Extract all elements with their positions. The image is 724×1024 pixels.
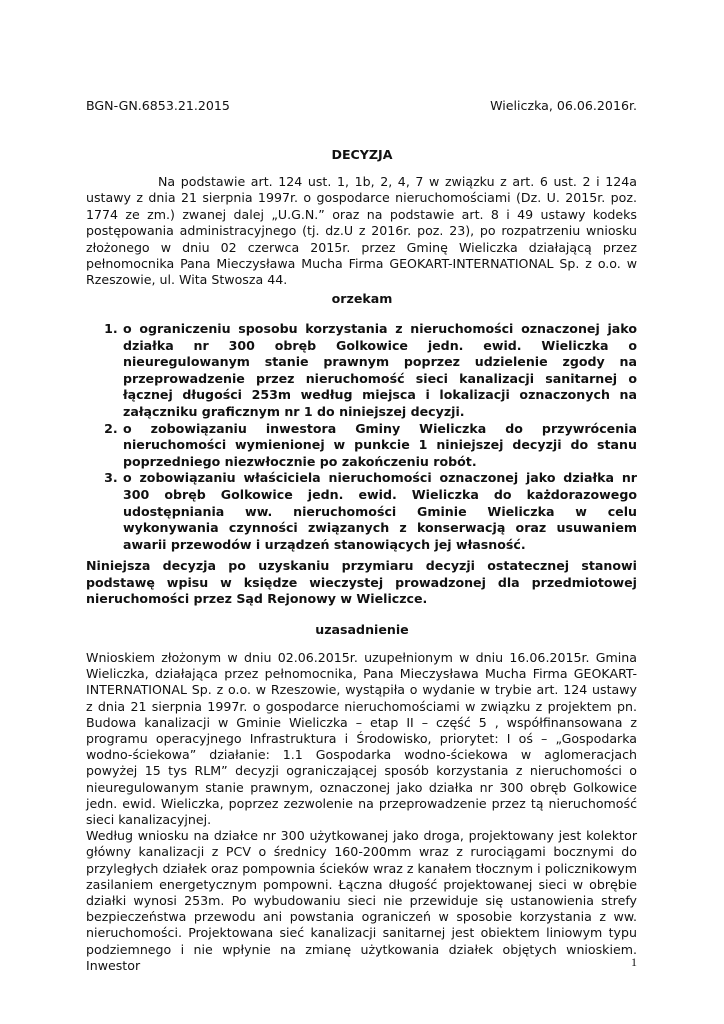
intro-paragraph: Na podstawie art. 124 ust. 1, 1b, 2, 4, 7 w związku z art. 6 ust. 2 i 124a ustawy z dnia 21 sierpnia 1997r. o gospodarce nieruchomościami (Dz. U. 2015r. poz. 1774 ze zm.) zwanej dalej „U.G.N.” oraz na podstawie art. 8 i 49 ustawy kodeks postępowania administracyjnego (tj. dz.U z 2016r. poz. 23), po rozpatrzeniu wniosku złożonego w dniu 02 czerwca 2015r. przez Gminę Wieliczka działającą przez pełnomocnika Pana Mieczysława Mucha Firma GEOKART-INTERNATIONAL Sp. z o.o. w Rzeszowie, ul. Wita Stwosza 44.	[86, 174, 637, 288]
ruling-item-1: 1. o ograniczeniu sposobu korzystania z nieruchomości oznaczonej jako działka nr 300 obręb Golkowice jedn. ewid. Wieliczka o nieuregulowanym stanie prawnym poprzez udzielenie zgody na przeprowadzenie przez nieruchomość sieci kanalizacji sanitarnej o łącznej długości 253m według miejsca i lokalizacji oznaczonych na załączniku graficznym nr 1 do niniejszej decyzji.	[122, 321, 637, 421]
document-title: DECYZJA	[331, 147, 393, 162]
place-and-date: Wieliczka, 06.06.2016r.	[490, 98, 637, 113]
ruling-item-2: 2. o zobowiązaniu inwestora Gminy Wieliczka do przywrócenia nieruchomości wymienionej w punkcie 1 niniejszej decyzji do stanu poprzedniego niezwłocznie po zakończeniu robót.	[122, 421, 637, 471]
justification-paragraph-2: Według wniosku na działce nr 300 użytkowanej jako droga, projektowany jest kolektor główny kanalizacji z PCV o średnicy 160-200mm wraz z rurociągami bocznymi do przyległych działek oraz pompownia ścieków wraz z kanałem tłocznym i policznikowym zasilaniem energetycznym pompowni. Łączna długość projektowanej sieci w obrębie działki wynosi 253m. Po wybudowaniu sieci nie przewiduje się ustanowienia strefy bezpieczeństwa przewodu ani powstania ograniczeń w sposobie korzystania z ww. nieruchomości. Projektowana sieć kanalizacji sanitarnej jest obiektem liniowym typu podziemnego i nie wpłynie na zmianę użytkowania działek objętych wnioskiem. Inwestor	[86, 828, 637, 973]
rulings-list	[86, 321, 637, 553]
decision-heading: orzekam	[331, 291, 393, 306]
justification-heading: uzasadnienie	[315, 622, 409, 637]
document-header	[86, 98, 637, 118]
justification-paragraph-1: Wnioskiem złożonym w dniu 02.06.2015r. uzupełnionym w dniu 16.06.2015r. Gmina Wieliczka, działająca przez pełnomocnika, Pana Mieczysława Mucha Firma GEOKART-INTERNATIONAL Sp. z o.o. w Rzeszowie, wystąpiła o wydanie w trybie art. 124 ustawy z dnia 21 sierpnia 1997r. o gospodarce nieruchomościami w związku z projektem pn. Budowa kanalizacji w Gminie Wieliczka – etap II – część 5 , współfinansowana z programu operacyjnego Infrastruktura i Środowisko, priorytet: I oś – „Gospodarka wodno-ściekowa” działanie: 1.1 Gospodarka wodno-ściekowa w aglomeracjach powyżej 15 tys RLM” decyzji ograniczającej sposób korzystania z nieruchomości o nieuregulowanym stanie prawnym, oznaczonej jako działka nr 300 obręb Golkowice jedn. ewid. Wieliczka, poprzez zezwolenie na przeprowadzenie przez tą nieruchomość sieci kanalizacyjnej.	[86, 650, 637, 828]
page-number: 1	[631, 955, 637, 969]
ruling-item-3: 3. o zobowiązaniu właściciela nieruchomości oznaczonej jako działka nr 300 obręb Golkowice jedn. ewid. Wieliczka do każdorazowego udostępniania ww. nieruchomości Gminie Wieliczka w celu wykonywania czynności związanych z konserwacją oraz usuwaniem awarii przewodów i urządzeń stanowiących jej własność.	[122, 470, 637, 553]
land-registry-note: Niniejsza decyzja po uzyskaniu przymiaru decyzji ostatecznej stanowi podstawę wpisu w księdze wieczystej prowadzonej dla przedmiotowej nieruchomości przez Sąd Rejonowy w Wieliczce.	[86, 558, 637, 607]
justification-text	[86, 650, 637, 974]
case-reference: BGN-GN.6853.21.2015	[86, 98, 230, 113]
